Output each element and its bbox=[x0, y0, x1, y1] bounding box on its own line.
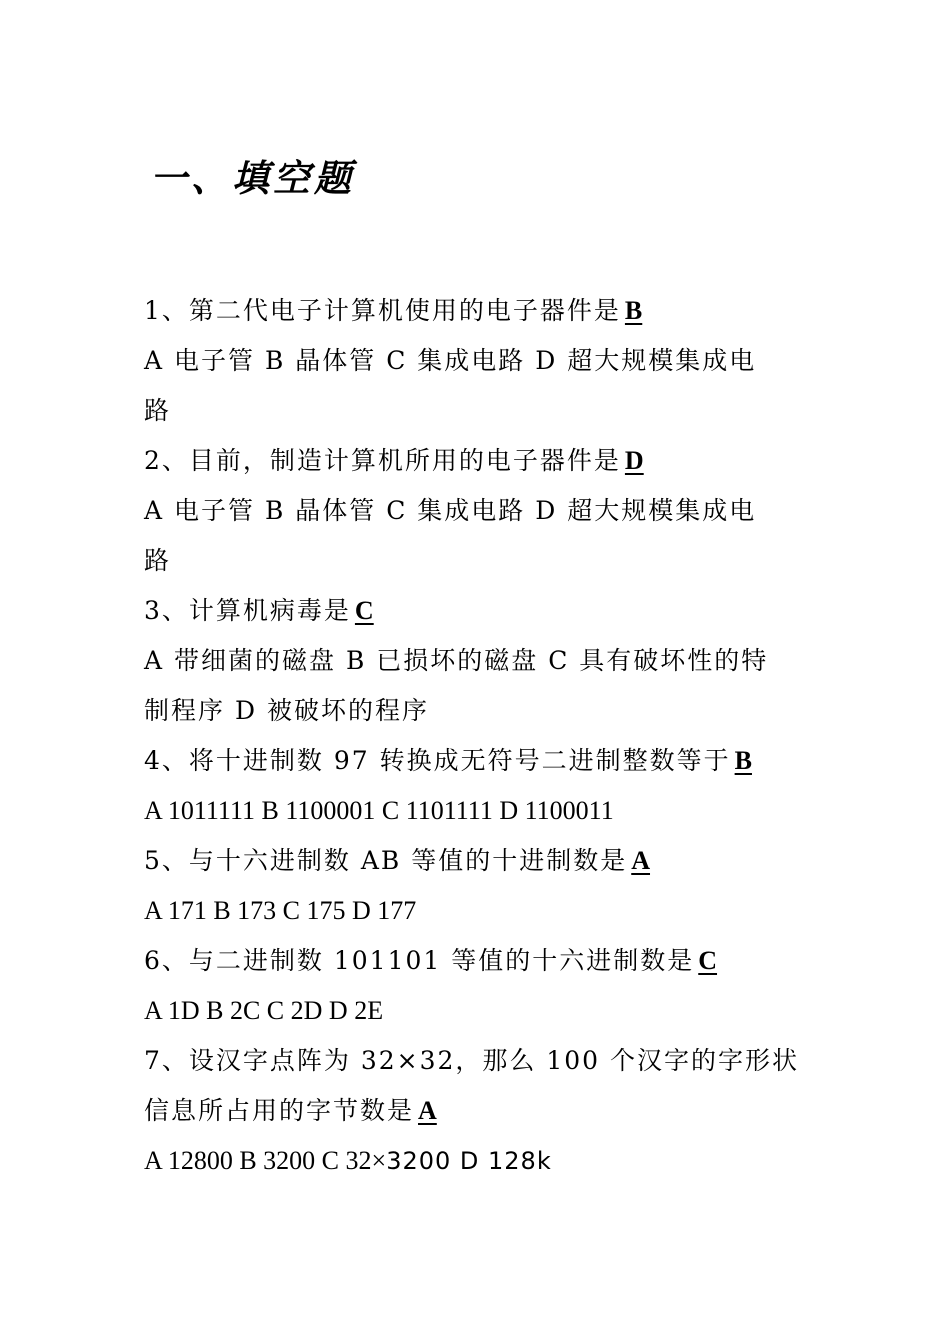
options-serif-part: A 12800 B 3200 C 32× bbox=[144, 1146, 387, 1175]
question-text: 5、与十六进制数 AB 等值的十进制数是 bbox=[144, 846, 628, 875]
answer-blank: C bbox=[354, 596, 374, 625]
answer-blank: A bbox=[631, 846, 651, 875]
question-6 bbox=[144, 936, 812, 986]
section-title: 一、填空题 bbox=[150, 156, 355, 200]
question-text: 4、将十进制数 97 转换成无符号二进制整数等于 bbox=[144, 746, 731, 775]
answer-blank: B bbox=[734, 746, 752, 775]
options-line: A 171 B 173 C 175 D 177 bbox=[144, 896, 417, 925]
question-text: 信息所占用的字节数是 bbox=[144, 1096, 415, 1125]
question-1 bbox=[144, 286, 812, 336]
options-line: A 1D B 2C C 2D D 2E bbox=[144, 996, 384, 1025]
question-text: 6、与二进制数 101101 等值的十六进制数是 bbox=[144, 946, 695, 975]
options-sans-part: 3200 D 128k bbox=[386, 1147, 552, 1175]
options-line: A 带细菌的磁盘 B 已损坏的磁盘 C 具有破坏性的特 bbox=[144, 646, 769, 675]
question-3 bbox=[144, 586, 812, 636]
question-5 bbox=[144, 836, 812, 886]
question-list bbox=[144, 286, 812, 1186]
options-line: 路 bbox=[144, 396, 172, 425]
answer-blank: A bbox=[418, 1096, 437, 1125]
question-7-continued bbox=[144, 1086, 812, 1136]
options-line: A 电子管 B 晶体管 C 集成电路 D 超大规模集成电 bbox=[144, 346, 757, 375]
options-line: 路 bbox=[144, 546, 172, 575]
options-line: A 1011111 B 1100001 C 1101111 D 1100011 bbox=[144, 796, 614, 825]
answer-blank: D bbox=[624, 446, 644, 475]
question-text: 3、计算机病毒是 bbox=[144, 596, 351, 625]
options-line: A 电子管 B 晶体管 C 集成电路 D 超大规模集成电 bbox=[144, 496, 757, 525]
options-line: 制程序 D 被破坏的程序 bbox=[144, 696, 429, 725]
question-7: 7、设汉字点阵为 32×32，那么 100 个汉字的字形状 bbox=[144, 1046, 800, 1075]
answer-blank: C bbox=[698, 946, 718, 975]
options-line bbox=[144, 1136, 812, 1186]
question-2 bbox=[144, 436, 812, 486]
question-text: 1、第二代电子计算机使用的电子器件是 bbox=[144, 296, 621, 325]
question-text: 2、目前，制造计算机所用的电子器件是 bbox=[144, 446, 621, 475]
question-4 bbox=[144, 736, 812, 786]
answer-blank: B bbox=[624, 296, 643, 325]
